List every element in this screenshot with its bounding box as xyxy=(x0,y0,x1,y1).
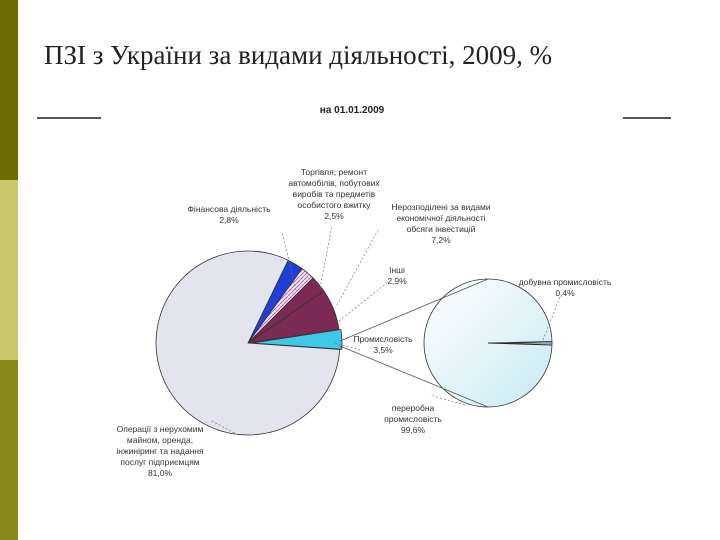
slice-other-value: 2,9% xyxy=(387,276,407,286)
slice-extractive-value: 0,4% xyxy=(555,288,575,298)
slice-trade-label xyxy=(288,167,380,221)
slice-other-label xyxy=(387,265,407,286)
leader-trade xyxy=(320,226,332,288)
slice-unallocated-label-line: обсяги інвестицій xyxy=(406,224,476,234)
leader-unallocated xyxy=(337,230,378,305)
slice-processing-label xyxy=(384,403,442,435)
slide-title: ПЗІ з України за видами діяльності, 2009, % xyxy=(44,40,553,70)
leader-other xyxy=(339,282,388,321)
slice-real-estate-value: 81,0% xyxy=(147,468,173,478)
slice-industry-value: 3,5% xyxy=(373,345,393,355)
main-pie xyxy=(156,251,342,435)
slice-processing-value: 99,6% xyxy=(400,425,426,435)
slice-trade-label-line: особистого вжитку xyxy=(297,200,371,210)
slice-finance-label-line: Фінансова діяльність xyxy=(187,204,271,214)
slice-finance-value: 2,8% xyxy=(219,215,239,225)
slice-real-estate-label-line: послуг підприємцям xyxy=(120,457,200,467)
slice-real-estate-label-line: інжиніринг та надання xyxy=(116,446,204,456)
slice-processing-label-line: промисловість xyxy=(384,414,442,424)
slice-real-estate-label-line: майном, оренда, xyxy=(126,435,194,445)
slice-trade-value: 2,5% xyxy=(324,211,344,221)
chart-subtitle: на 01.01.2009 xyxy=(319,105,385,116)
slice-real-estate-label xyxy=(116,424,204,478)
slice-unallocated-label-line: Нерозподілені за видами xyxy=(391,202,491,212)
slice-finance-label xyxy=(187,204,271,225)
slice-unallocated-value: 7,2% xyxy=(431,235,451,245)
slice-trade-label-line: автомобілів, побутових xyxy=(288,178,380,188)
slice-industry-label xyxy=(353,334,413,355)
slice-extractive-label xyxy=(519,277,612,298)
slice-processing-label-line: переробна xyxy=(391,403,435,413)
slice-trade-label-line: Торгівля; ремонт xyxy=(300,167,368,177)
slice-real-estate-label-line: Операції з нерухомим xyxy=(116,424,204,434)
slice-trade-label-line: виробів та предметів xyxy=(292,189,376,199)
slice-unallocated-label xyxy=(391,202,491,245)
slice-industry-label-line: Промисловість xyxy=(353,334,413,344)
slice-other-label-line: Інші xyxy=(389,265,405,275)
slice-unallocated-label-line: економічної діяльності xyxy=(396,213,486,223)
slice-extractive-label-line: добувна промисловість xyxy=(518,277,612,287)
